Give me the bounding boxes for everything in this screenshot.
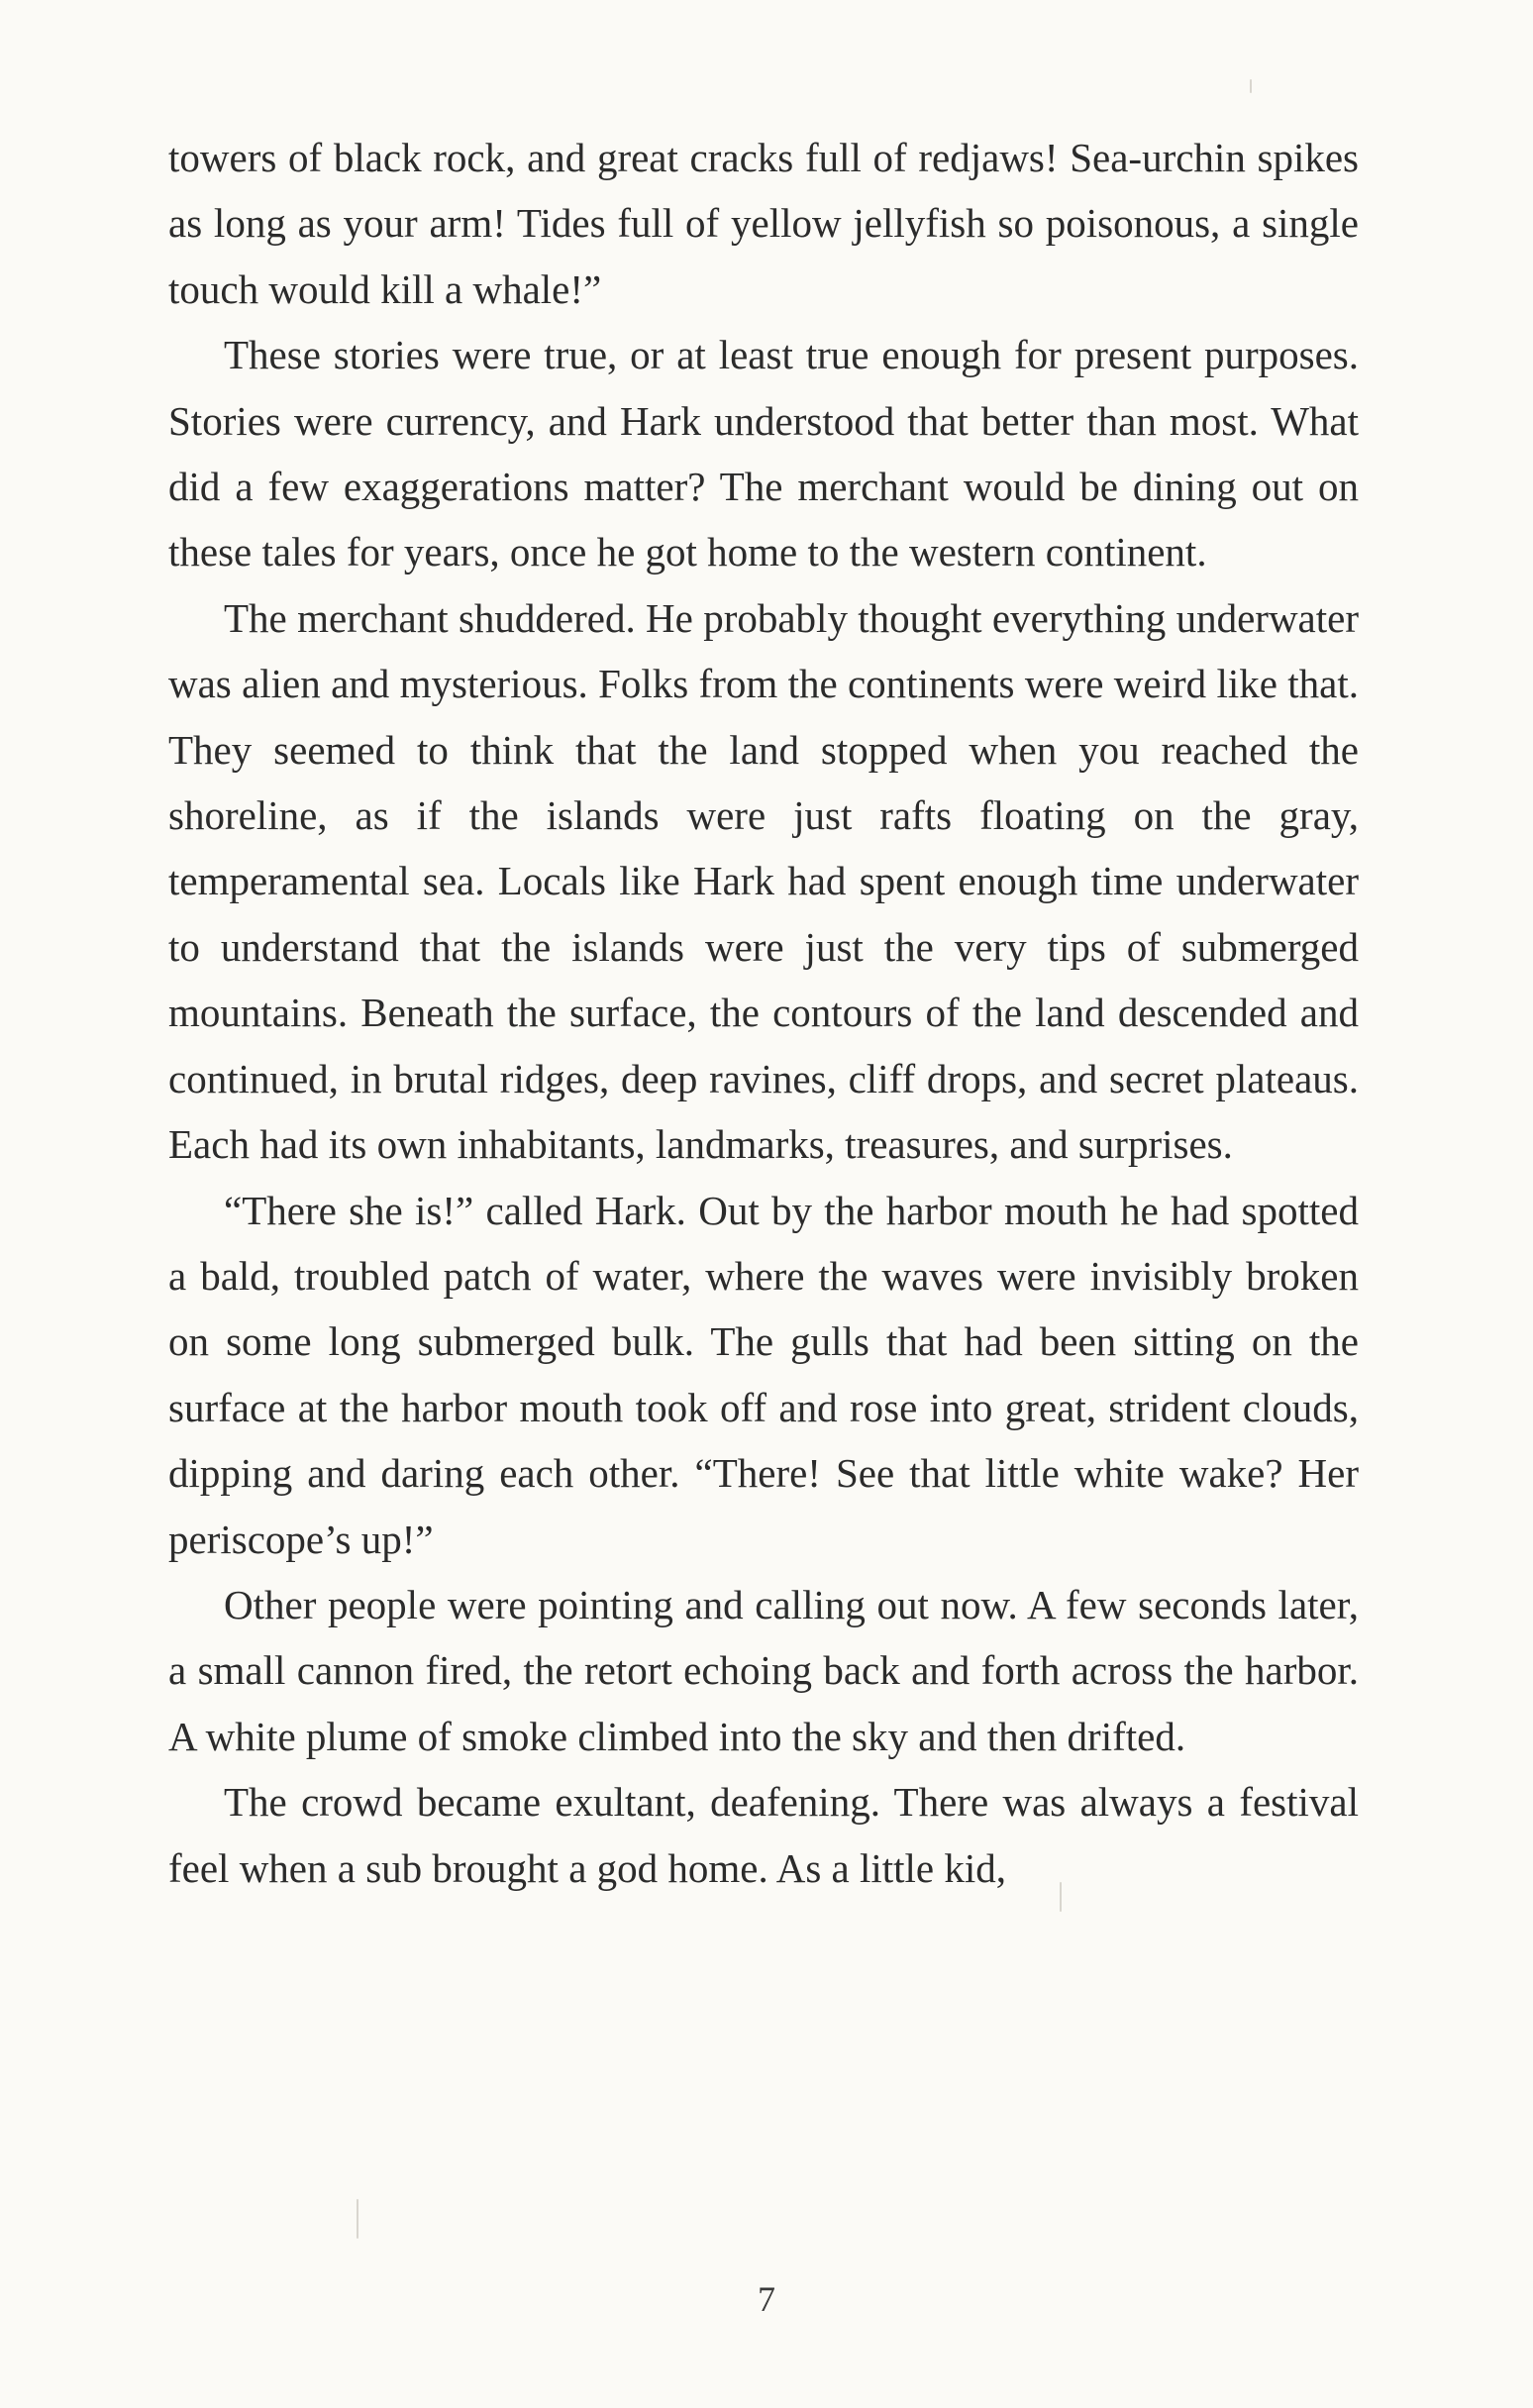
paragraph-continued: towers of black rock, and great cracks full of redjaws! Sea-urchin spikes as long as your arm! Tides full of yellow jellyfish so poisonous, a single touch would kill a whale!” bbox=[168, 135, 1359, 312]
paragraph: These stories were true, or at least true enough for present purposes. Stories were currency, and Hark understood that better than most. What did a few exaggerations matter? The merchant would be dining out on these tales for years, once he got home to the western continent. bbox=[168, 332, 1359, 576]
page-number: 7 bbox=[758, 2279, 775, 2319]
scan-speck bbox=[1250, 79, 1252, 93]
paragraph: “There she is!” called Hark. Out by the harbor mouth he had spotted a bald, troubled patch of water, where the waves were invisibly broken on some long submerged bulk. The gulls that had been sitting on the surface at the harbor mouth took off and rose into great, strident clouds, dipping and daring each other. “There! See that little white wake? Her periscope’s up!” bbox=[168, 1187, 1359, 1562]
paragraph: Other people were pointing and calling out now. A few seconds later, a small cannon fired, the retort echoing back and forth across the harbor. A white plume of smoke climbed into the sky and then drifted. bbox=[168, 1581, 1359, 1759]
scan-speck bbox=[1060, 1882, 1062, 1912]
body-text bbox=[168, 125, 1359, 1901]
paragraph: The merchant shuddered. He probably thought everything underwater was alien and mysterious. Folks from the continents were weird like that. They seemed to think that the land stopped when you reached the shoreline, as if the islands were just rafts floating on the gray, temperamental sea. Locals like Hark had spent enough time underwater to understand that the islands were just the very tips of submerged mountains. Beneath the surface, the contours of the land descended and continued, in brutal ridges, deep ravines, cliff drops, and secret plateaus. Each had its own inhabitants, landmarks, treasures, and surprises. bbox=[168, 594, 1359, 1168]
paragraph: The crowd became exultant, deafening. There was always a festival feel when a sub brought a god home. As a little kid, bbox=[168, 1779, 1359, 1891]
scan-speck bbox=[357, 2199, 358, 2239]
